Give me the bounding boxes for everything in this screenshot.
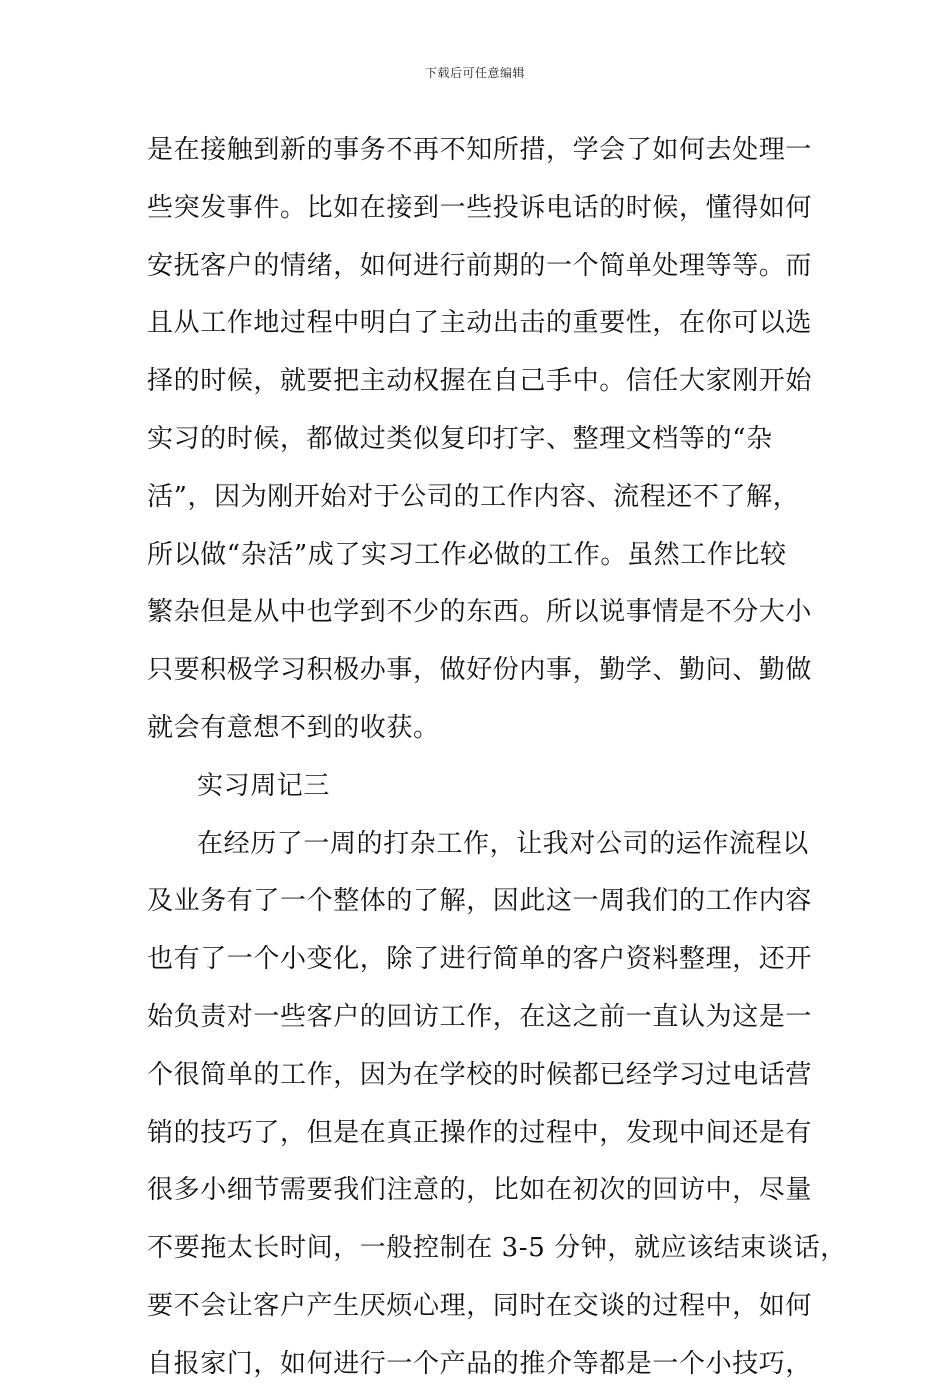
text-line: 是在接触到新的事务不再不知所措，学会了如何去处理一 xyxy=(147,135,813,165)
text-line: 自报家门，如何进行一个产品的推介等都是一个小技巧， xyxy=(147,1348,813,1379)
text-line: 繁杂但是从中也学到不少的东西。所以说事情是不分大小 xyxy=(147,597,813,628)
text-line: 安抚客户的情绪，如何进行前期的一个简单处理等等。而 xyxy=(147,250,813,281)
text-line: 销的技巧了，但是在真正操作的过程中，发现中间还是有 xyxy=(147,1117,813,1148)
text-line: 所以做“杂活”成了实习工作必做的工作。虽然工作比较 xyxy=(147,539,787,570)
text-line: 不要拖太长时间，一般控制在 3-5 分钟，就应该结束谈话， xyxy=(147,1233,847,1264)
text-line: 要不会让客户产生厌烦心理，同时在交谈的过程中，如何 xyxy=(147,1290,813,1321)
text-line: 个很简单的工作，因为在学校的时候都已经学习过电话营 xyxy=(147,1059,813,1090)
text-line: 就会有意想不到的收获。 xyxy=(147,712,440,743)
text-line: 始负责对一些客户的回访工作，在这之前一直认为这是一 xyxy=(147,1001,813,1032)
text-line: 也有了一个小变化，除了进行简单的客户资料整理，还开 xyxy=(147,944,813,975)
paragraph-first-line: 在经历了一周的打杂工作，让我对公司的运作流程以 xyxy=(197,828,809,859)
text-line: 且从工作地过程中明白了主动出击的重要性，在你可以选 xyxy=(147,308,813,339)
text-line: 些突发事件。比如在接到一些投诉电话的时候，懂得如何 xyxy=(147,192,813,223)
text-line: 只要积极学习积极办事，做好份内事，勤学、勤问、勤做 xyxy=(147,655,813,686)
text-line: 活”，因为刚开始对于公司的工作内容、流程还不了解， xyxy=(147,481,800,512)
text-line: 实习的时候，都做过类似复印打字、整理文档等的“杂 xyxy=(147,423,773,454)
section-heading: 实习周记三 xyxy=(197,770,331,801)
text-line: 很多小细节需要我们注意的，比如在初次的回访中，尽量 xyxy=(147,1175,813,1206)
body-text xyxy=(147,122,847,1394)
text-line: 及业务有了一个整体的了解，因此这一周我们的工作内容 xyxy=(147,886,813,917)
page-header: 下载后可任意编辑 xyxy=(424,66,525,80)
text-line: 择的时候，就要把主动权握在自己手中。信任大家刚开始 xyxy=(147,366,813,397)
